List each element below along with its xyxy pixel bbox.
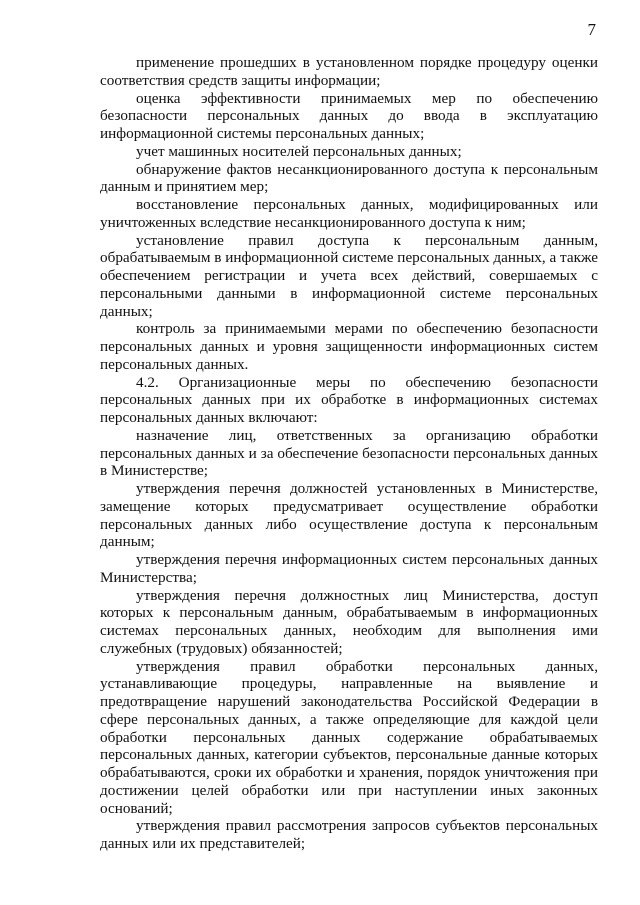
paragraph: утверждения перечня информационных систем персональных данных Министерства; <box>100 551 598 586</box>
paragraph: назначение лиц, ответственных за организацию обработки персональных данных и за обеспечение безопасности персональных данных в Министерстве; <box>100 426 598 480</box>
paragraph: контроль за принимаемыми мерами по обеспечению безопасности персональных данных и уровня защищенности информационных систем персональных данных. <box>100 320 598 373</box>
paragraph: утверждения правил рассмотрения запросов субъектов персональных данных или их представителей; <box>100 817 598 852</box>
paragraph: утверждения правил обработки персональных данных, устанавливающие процедуры, направленные на выявление и предотвращение нарушений законодательства Российской Федерации в сфере персональных данных, а также определяющие для каждой цели обработки персональных данных содержание обрабатываемых персональных данных, категории субъектов, персональные данные которых обрабатываются, сроки их обработки и хранения, порядок уничтожения при достижении целей обработки или при наступлении иных законных оснований; <box>100 657 598 817</box>
section-paragraph: 4.2. Организационные меры по обеспечению безопасности персональных данных при их обработке в информационных системах персональных данных включают: <box>100 373 598 426</box>
paragraph: применение прошедших в установленном порядке процедуру оценки соответствия средств защиты информации; <box>100 54 598 89</box>
paragraph: утверждения перечня должностей установленных в Министерстве, замещение которых предусматривает осуществление обработки персональных данных либо осуществление доступа к персональным данным; <box>100 480 598 551</box>
document-body <box>100 54 598 853</box>
page-number: 7 <box>587 20 596 39</box>
paragraph: восстановление персональных данных, модифицированных или уничтоженных вследствие несанкционированного доступа к ним; <box>100 196 598 231</box>
paragraph: учет машинных носителей персональных данных; <box>136 142 462 160</box>
paragraph: обнаружение фактов несанкционированного доступа к персональным данным и принятием мер; <box>100 160 598 196</box>
paragraph: установление правил доступа к персональным данным, обрабатываемым в информационной системе персональных данных, а также обеспечением регистрации и учета всех действий, совершаемых с персональными данными в информационной системе персональных данных; <box>100 231 598 320</box>
paragraph: оценка эффективности принимаемых мер по обеспечению безопасности персональных данных до ввода в эксплуатацию информационной системы персональных данных; <box>100 89 598 142</box>
paragraph: утверждения перечня должностных лиц Министерства, доступ которых к персональным данным, обрабатываемым в информационных системах персональных данных, необходим для выполнения ими служебных (трудовых) обязанностей; <box>100 586 598 657</box>
